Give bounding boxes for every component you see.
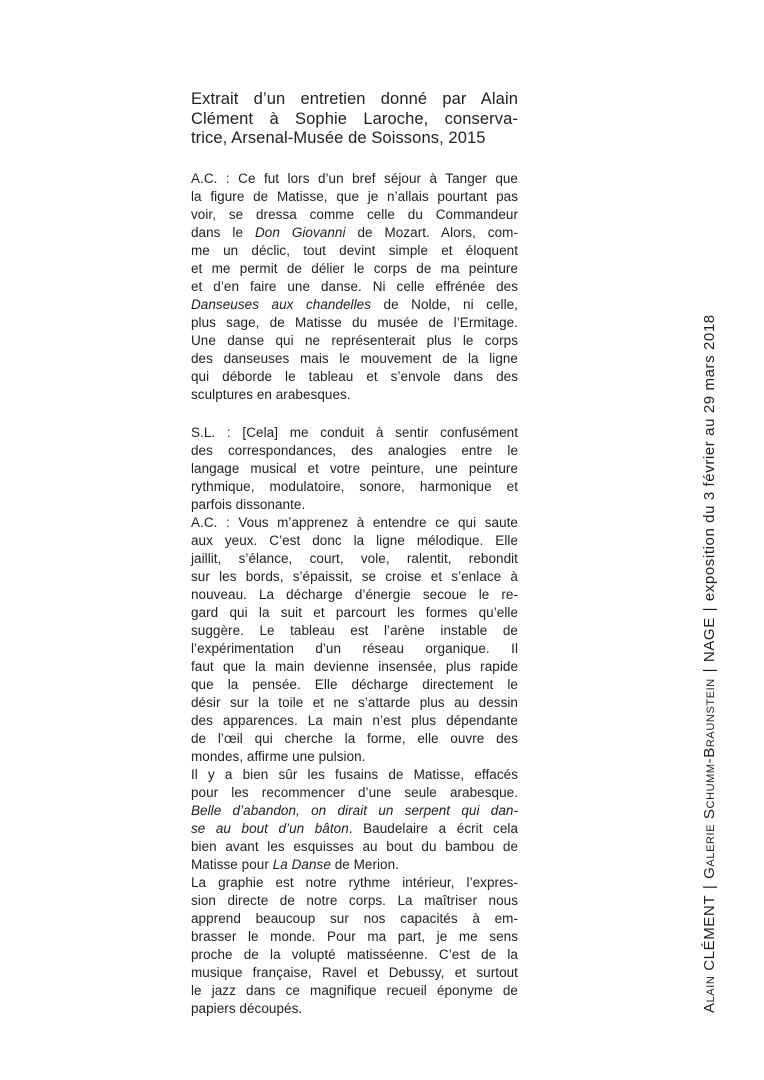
paragraph: [191, 424, 518, 514]
text-segment: dans le: [191, 224, 255, 240]
text-line: et d’en faire une danse. Ni celle effrénée des: [191, 278, 518, 294]
caption-segment: exposition du 3 février au 29 mars 2018: [701, 314, 718, 602]
paragraph: [191, 170, 518, 404]
text-line: désir sur la toile et ne s’attarde plus au dessin: [191, 694, 518, 710]
text-line: Il y a bien sûr les fusains de Matisse, effacés: [191, 766, 518, 782]
text-line: des apparences. La main n’est plus dépendante: [191, 712, 518, 728]
text-line: gard qui la suit et parcourt les formes qu’elle: [191, 604, 518, 620]
text-line: la figure de Matisse, que je n’allais pourtant pas: [191, 188, 518, 204]
text-line: brasser le monde. Pour ma part, je me sens: [191, 928, 518, 944]
text-column: [191, 90, 518, 1018]
text-line: me un déclic, tout devint simple et éloquent: [191, 242, 518, 258]
text-line: jaillit, s’élance, court, vole, ralentit, rebondit: [191, 550, 518, 566]
text-segment: Matisse pour: [191, 856, 273, 872]
interview-body: [191, 170, 518, 1018]
text-segment: de Nolde, ni celle,: [371, 296, 518, 312]
text-line: et me permit de délier le corps de ma peinture: [191, 260, 518, 276]
text-line: [191, 802, 518, 820]
text-line: A.C. : Vous m’apprenez à entendre ce qui saute: [191, 514, 518, 530]
text-line: l’expérimentation d’un réseau organique. Il: [191, 640, 518, 656]
text-line: langage musical et votre peinture, une peinture: [191, 460, 518, 476]
text-segment: de Mozart. Alors, com-: [345, 224, 519, 240]
text-line: aux yeux. C’est donc la ligne mélodique. Elle: [191, 532, 518, 548]
italic-text-segment: Don Giovanni: [254, 224, 346, 240]
text-line: apprend beaucoup sur nos capacités à em-: [191, 910, 518, 926]
text-line: que la pensée. Elle décharge directement le: [191, 676, 518, 692]
text-line: faut que la main devienne insensée, plus rapide: [191, 658, 518, 674]
text-line: proche de la volupté matisséenne. C’est de la: [191, 946, 518, 962]
heading-line: trice, Arsenal-Musée de Soissons, 2015: [191, 129, 486, 147]
text-line: rythmique, modulatoire, sonore, harmonique et: [191, 478, 518, 494]
text-segment: de Merion.: [330, 856, 399, 872]
text-line: le jazz dans ce magnifique recueil éponyme de: [191, 982, 518, 998]
text-line: [191, 820, 518, 838]
text-line: bien avant les esquisses au bout du bambou de: [191, 838, 518, 854]
caption-segment: Alain CLÉMENT: [701, 894, 718, 1013]
text-line: [191, 224, 518, 242]
text-line: [191, 296, 518, 314]
paragraph: [191, 874, 518, 1018]
text-line: sculptures en arabesques.: [191, 386, 351, 402]
text-line: La graphie est notre rythme intérieur, l’expres-: [191, 874, 518, 890]
text-line: nouveau. La décharge d’énergie secoue le re-: [191, 586, 518, 602]
text-line: qui déborde le tableau et s’envole dans des: [191, 368, 518, 384]
text-line: des danseuses mais le mouvement de la ligne: [191, 350, 518, 366]
text-line: papiers découpés.: [191, 1000, 303, 1016]
heading-line: Clément à Sophie Laroche, conserva-: [191, 109, 518, 128]
text-line: parfois dissonante.: [191, 496, 306, 512]
text-line: musique française, Ravel et Debussy, et surtout: [191, 964, 518, 980]
heading-line: Extrait d’un entretien donné par Alain: [191, 90, 518, 108]
paragraph: [191, 514, 518, 766]
exhibition-vertical-caption: [699, 314, 720, 1013]
text-line: sur les bords, s’épaissit, se croise et s’enlace à: [191, 568, 518, 584]
text-line: mondes, affirme une pulsion.: [191, 748, 366, 764]
text-line: voir, se dressa comme celle du Commandeur: [191, 206, 518, 222]
text-line: plus sage, de Matisse du musée de l’Ermitage.: [191, 314, 518, 330]
paragraph: [191, 766, 518, 874]
text-line: pour les recommencer d’une seule arabesque.: [191, 784, 518, 800]
text-line: A.C. : Ce fut lors d’un bref séjour à Tanger que: [191, 170, 518, 186]
text-line: suggère. Le tableau est l’arène instable de: [191, 622, 518, 638]
caption-segment: Galerie Schumm-Braunstein: [701, 678, 718, 879]
interview-heading: [191, 90, 518, 149]
italic-text-segment: se au bout d’un bâton: [191, 820, 349, 836]
caption-segment: NAGE: [701, 617, 718, 663]
caption-separator: |: [701, 663, 718, 678]
text-segment: . Baudelaire a écrit cela: [348, 820, 518, 836]
italic-text-segment: La Danse: [272, 856, 331, 872]
caption-separator: |: [701, 879, 718, 894]
text-line: de l’œil qui cherche la forme, elle ouvre des: [191, 730, 518, 746]
caption-separator: |: [701, 602, 718, 617]
text-line: S.L. : [Cela] me conduit à sentir confusément: [191, 424, 518, 440]
italic-text-segment: Danseuses aux chandelles: [191, 296, 372, 312]
italic-text-segment: Belle d’abandon, on dirait un serpent qui dan-: [191, 802, 518, 818]
text-line: [191, 856, 518, 874]
text-line: Une danse qui ne représenterait plus le corps: [191, 332, 518, 348]
text-line: des correspondances, des analogies entre le: [191, 442, 518, 458]
text-line: sion directe de notre corps. La maîtriser nous: [191, 892, 518, 908]
